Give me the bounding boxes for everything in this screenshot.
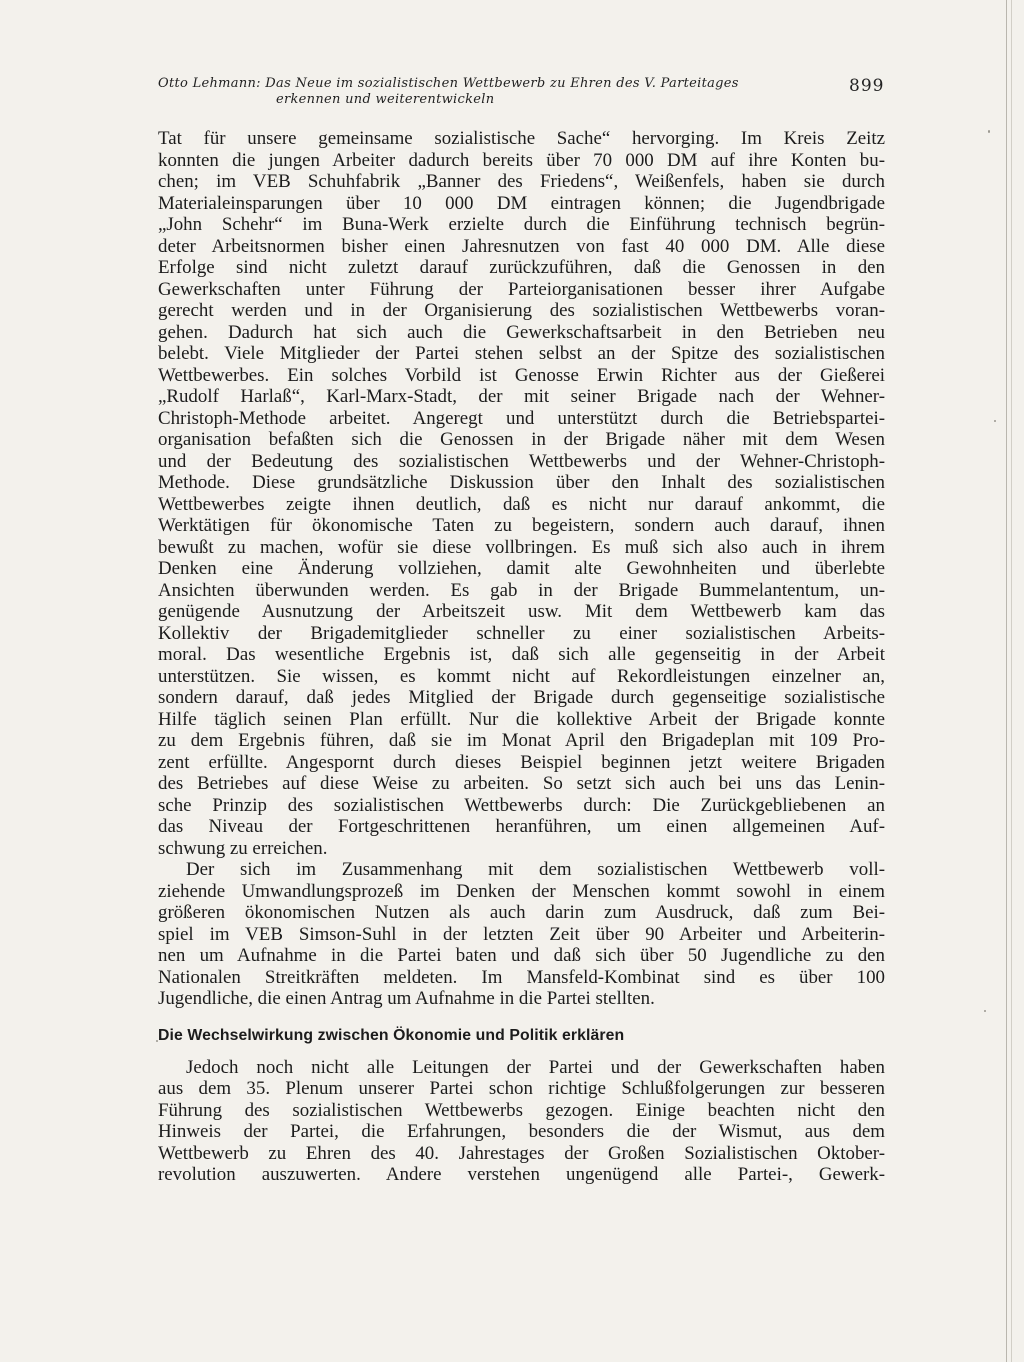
text-line: Werktätigen für ökonomische Taten zu begeistern, sondern auch darauf, ihnen: [158, 515, 885, 536]
paragraph-3: [158, 1057, 885, 1186]
text-line: „Rudolf Harlaß“, Karl-Marx-Stadt, der mit seiner Brigade nach der Wehner-: [158, 386, 885, 407]
text-line: Wettbewerbes zeigte ihnen deutlich, daß es nicht nur darauf ankommt, die: [158, 493, 885, 515]
text-line: gehen. Dadurch hat sich auch die Gewerkschaftsarbeit in den Betrieben neu: [158, 321, 885, 343]
text-line: das Niveau der Fortgeschrittenen heranführen, um einen allgemeinen Auf-: [158, 816, 885, 837]
text-line: Ansichten überwunden werden. Es gab in der Brigade Bummelantentum, un-: [158, 579, 885, 601]
text-line: Der sich im Zusammenhang mit dem sozialistischen Wettbewerb voll-: [186, 859, 885, 880]
page-edge-line: [1011, 0, 1012, 1362]
header-title-line2: erkennen und weiterentwickeln: [276, 92, 495, 107]
text-line: spiel im VEB Simson-Suhl in der letzten Zeit über 90 Arbeiter und Arbeiterin-: [158, 923, 885, 945]
scan-speck: [988, 130, 990, 133]
text-line: und der Bedeutung des sozialistischen Wettbewerbs und der Wehner-Christoph-: [158, 450, 885, 472]
text-line: aus dem 35. Plenum unserer Partei schon richtige Schlußfolgerungen zur besseren: [158, 1078, 885, 1099]
text-line: größeren ökonomischen Nutzen als auch darin zum Ausdruck, daß zum Bei-: [158, 902, 885, 923]
text-line: sondern darauf, daß jedes Mitglied der Brigade durch gegenseitige sozialistische: [158, 687, 885, 708]
text-line: Denken eine Änderung vollziehen, damit alte Gewohnheiten und überlebte: [158, 558, 885, 579]
text-line: nen um Aufnahme in die Partei baten und daß sich über 50 Jugendliche zu den: [158, 945, 885, 966]
text-line: Nationalen Streitkräften meldeten. Im Mansfeld-Kombinat sind es über 100: [158, 966, 885, 988]
text-line: Tat für unsere gemeinsame sozialistische Sache“ hervorging. Im Kreis Zeitz: [158, 128, 885, 149]
scan-speck: [994, 420, 996, 422]
text-line: ziehende Umwandlungsprozeß im Denken der Menschen kommt sowohl in einem: [158, 880, 885, 902]
text-line: konnten die jungen Arbeiter dadurch bereits über 70 000 DM auf ihre Konten bu-: [158, 149, 885, 171]
paragraph-2: [158, 859, 885, 1010]
text-line: revolution auszuwerten. Andere verstehen ungenügend alle Partei-, Gewerk-: [158, 1164, 885, 1185]
text-line: gerecht werden und in der Organisierung des sozialistischen Wettbewerbs voran-: [158, 300, 885, 321]
text-line: Methode. Diese grundsätzliche Diskussion über den Inhalt des sozialistischen: [158, 472, 885, 493]
page-edge-line: [1006, 0, 1007, 1362]
paragraph-1: [158, 128, 885, 859]
text-line: Wettbewerb zu Ehren des 40. Jahrestages der Großen Sozialistischen Oktober-: [158, 1142, 885, 1164]
text-line: bewußt zu machen, wofür sie diese vollbringen. Es muß sich also auch in ihrem: [158, 536, 885, 558]
text-line: deter Arbeitsnormen bisher einen Jahresnutzen von fast 40 000 DM. Alle diese: [158, 235, 885, 257]
header-title: [158, 76, 898, 108]
text-line: genügende Ausnutzung der Arbeitszeit usw. Mit dem Wettbewerb kam das: [158, 601, 885, 622]
text-line: Hilfe täglich seinen Plan erfüllt. Nur die kollektive Arbeit der Brigade konnte: [158, 708, 885, 730]
text-line: Hinweis der Partei, die Erfahrungen, besonders die der Wismut, aus dem: [158, 1121, 885, 1142]
text-line: schwung zu erreichen.: [158, 837, 328, 859]
scan-speck: [156, 1040, 158, 1042]
text-line: organisation befaßten sich die Genossen in der Brigade näher mit dem Wesen: [158, 429, 885, 450]
text-line: Christoph-Methode arbeitet. Angeregt und unterstützt durch die Betriebspartei-: [158, 407, 885, 429]
header-title-line1: Otto Lehmann: Das Neue im sozialistischen Wettbewerb zu Ehren des V. Parteitages: [158, 76, 739, 91]
text-line: Führung des sozialistischen Wettbewerbs gezogen. Einige beachten nicht den: [158, 1099, 885, 1121]
text-line: chen; im VEB Schuhfabrik „Banner des Friedens“, Weißenfels, haben sie durch: [158, 171, 885, 192]
text-line: Jedoch noch nicht alle Leitungen der Partei und der Gewerkschaften haben: [186, 1056, 885, 1078]
text-line: Kollektiv der Brigademitglieder schneller zu einer sozialistischen Arbeits-: [158, 622, 885, 644]
text-line: moral. Das wesentliche Ergebnis ist, daß sich alle gegenseitig in der Arbeit: [158, 644, 885, 665]
text-line: Gewerkschaften unter Führung der Parteiorganisationen besser ihrer Aufgabe: [158, 278, 885, 300]
scan-speck: [984, 1010, 986, 1012]
page-number: 899: [849, 76, 885, 96]
running-header: [158, 76, 898, 108]
text-line: Materialeinsparungen über 10 000 DM eintragen können; die Jugendbrigade: [158, 192, 885, 214]
text-line: des Betriebes auf diese Weise zu arbeiten. So setzt sich auch bei uns das Lenin-: [158, 773, 885, 794]
section-heading: Die Wechselwirkung zwischen Ökonomie und Politik erklären: [158, 1026, 625, 1044]
body-text: [158, 128, 885, 1186]
text-line: zu dem Ergebnis führen, daß sie im Monat April den Brigadeplan mit 109 Pro-: [158, 730, 885, 751]
text-line: Jugendliche, die einen Antrag um Aufnahme in die Partei stellten.: [158, 988, 655, 1009]
text-line: belebt. Viele Mitglieder der Partei stehen selbst an der Spitze des sozialistischen: [158, 343, 885, 364]
text-line: Erfolge sind nicht zuletzt darauf zurückzuführen, daß die Genossen in den: [158, 257, 885, 278]
text-line: „John Schehr“ im Buna-Werk erzielte durch die Einführung technisch begrün-: [158, 214, 885, 235]
text-line: unterstützen. Sie wissen, es kommt nicht auf Rekordleistungen einzelner an,: [158, 665, 885, 687]
text-line: Wettbewerbes. Ein solches Vorbild ist Genosse Erwin Richter aus der Gießerei: [158, 364, 885, 386]
text-line: sche Prinzip des sozialistischen Wettbewerbs durch: Die Zurückgebliebenen an: [158, 794, 885, 816]
text-line: zent erfüllte. Angespornt durch dieses Beispiel beginnen jetzt weitere Brigaden: [158, 751, 885, 773]
